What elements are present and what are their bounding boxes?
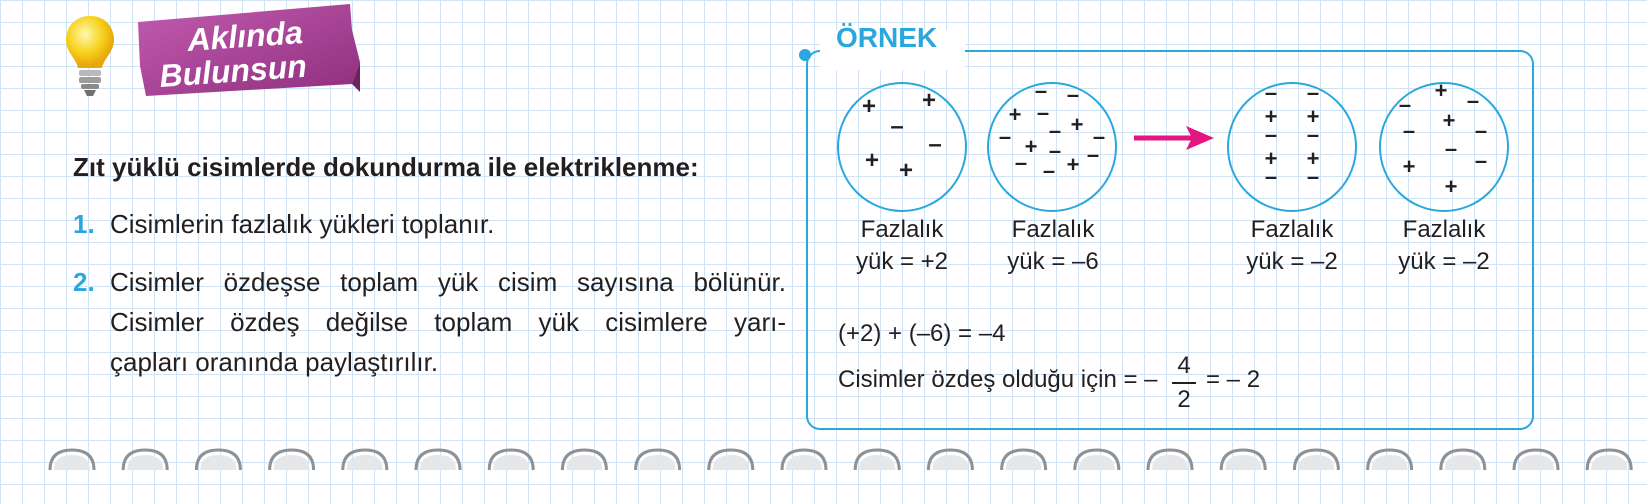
svg-text:–: –: [1398, 92, 1412, 117]
svg-text:–: –: [1048, 138, 1062, 163]
svg-text:–: –: [1264, 122, 1278, 147]
fraction-bar: [1172, 382, 1196, 384]
binding-ring: [1148, 450, 1192, 470]
binding-ring: [562, 450, 606, 470]
example-dot-icon: [799, 49, 811, 61]
svg-text:+: +: [921, 87, 937, 114]
list-text: Cisimler özdeşse toplam yük cisim sayısına bölünür.: [110, 267, 786, 297]
equation-prefix: Cisimler özdeş olduğu için = –: [838, 366, 1158, 393]
svg-text:–: –: [1034, 80, 1048, 103]
svg-text:–: –: [998, 124, 1012, 149]
svg-text:+: +: [898, 157, 914, 184]
svg-text:–: –: [1474, 118, 1488, 143]
sphere-3-charges: [1225, 80, 1359, 214]
svg-text:–: –: [1306, 164, 1320, 189]
svg-text:+: +: [1442, 108, 1456, 133]
svg-text:+: +: [1306, 104, 1320, 129]
svg-text:+: +: [864, 147, 880, 174]
label-line-2: yük = –2: [1398, 248, 1490, 275]
svg-text:+: +: [1024, 134, 1038, 159]
svg-text:–: –: [1092, 124, 1106, 149]
svg-text:–: –: [890, 113, 904, 140]
svg-text:–: –: [1264, 80, 1278, 105]
sphere-3-label: [1222, 214, 1362, 278]
equation-suffix: = – 2: [1206, 366, 1261, 393]
svg-text:–: –: [1036, 100, 1050, 125]
list-text: Cisimler özdeş değilse toplam yük cisimlere yarı-: [110, 307, 786, 337]
svg-text:–: –: [1306, 122, 1320, 147]
svg-text:–: –: [1474, 148, 1488, 173]
transfer-arrow-icon: [1134, 126, 1214, 150]
notebook-binding-rings: [0, 440, 1647, 504]
label-line-1: Fazlalık: [1011, 216, 1095, 243]
banner-line-2: Bulunsun: [158, 47, 308, 94]
svg-text:–: –: [1048, 118, 1062, 143]
svg-text:+: +: [1306, 146, 1320, 171]
fraction-denominator: 2: [1177, 386, 1191, 413]
svg-text:+: +: [1066, 152, 1080, 177]
binding-ring: [782, 450, 826, 470]
reminder-banner: [60, 0, 380, 110]
svg-text:+: +: [1444, 174, 1458, 199]
fraction: [1172, 352, 1196, 414]
binding-ring: [1514, 450, 1558, 470]
svg-text:+: +: [1402, 154, 1416, 179]
binding-ring: [1002, 450, 1046, 470]
svg-text:+: +: [1264, 146, 1278, 171]
label-line-2: yük = +2: [855, 248, 949, 275]
sphere-1: [835, 80, 969, 214]
binding-ring: [50, 450, 94, 470]
sphere-2: [985, 80, 1119, 214]
binding-ring: [855, 450, 899, 470]
sphere-2-charges: [985, 80, 1119, 214]
sphere-2-label: [983, 214, 1123, 278]
svg-text:+: +: [1264, 104, 1278, 129]
svg-text:–: –: [1086, 142, 1100, 167]
label-line-1: Fazlalık: [860, 216, 944, 243]
sphere-4: [1377, 80, 1511, 214]
svg-text:+: +: [861, 93, 877, 120]
svg-text:–: –: [1444, 136, 1458, 161]
svg-text:–: –: [1306, 80, 1320, 105]
binding-ring: [1587, 450, 1631, 470]
binding-ring: [1294, 450, 1338, 470]
binding-ring: [196, 450, 240, 470]
section-heading: Zıt yüklü cisimlerde dokundurma ile elektriklenme:: [73, 152, 699, 182]
svg-text:+: +: [1434, 80, 1448, 103]
list-text: Cisimlerin fazlalık yükleri toplanır.: [110, 209, 495, 239]
label-line-2: yük = –2: [1246, 248, 1338, 275]
binding-ring: [709, 450, 753, 470]
example-title: ÖRNEK: [836, 22, 938, 53]
label-line-2: yük = –6: [1007, 248, 1099, 275]
sphere-1-charges: [835, 80, 969, 214]
svg-text:–: –: [1466, 88, 1480, 113]
binding-ring: [636, 450, 680, 470]
svg-text:+: +: [1070, 112, 1084, 137]
list-number: 1.: [73, 209, 95, 239]
sphere-3: [1225, 80, 1359, 214]
list-text: çapları oranında paylaştırılır.: [110, 347, 439, 377]
sphere-4-charges: [1377, 80, 1511, 214]
sphere-1-label: [832, 214, 972, 278]
sphere-4-label: [1374, 214, 1514, 278]
svg-text:–: –: [1042, 158, 1056, 183]
binding-ring: [343, 450, 387, 470]
binding-ring: [928, 450, 972, 470]
svg-text:+: +: [1008, 102, 1022, 127]
binding-ring: [489, 450, 533, 470]
binding-ring: [270, 450, 314, 470]
binding-ring: [123, 450, 167, 470]
binding-ring: [1368, 450, 1412, 470]
label-line-1: Fazlalık: [1402, 216, 1486, 243]
svg-text:–: –: [928, 131, 942, 158]
svg-text:–: –: [1264, 164, 1278, 189]
fraction-numerator: 4: [1177, 352, 1191, 379]
svg-text:–: –: [1066, 82, 1080, 107]
label-line-1: Fazlalık: [1250, 216, 1334, 243]
binding-ring: [1075, 450, 1119, 470]
list-number: 2.: [73, 267, 95, 297]
svg-text:–: –: [1402, 118, 1416, 143]
binding-ring: [416, 450, 460, 470]
svg-text:–: –: [1014, 150, 1028, 175]
sum-equation: (+2) + (–6) = –4: [838, 320, 1006, 347]
banner-line-1: Aklında: [186, 14, 304, 59]
binding-ring: [1221, 450, 1265, 470]
binding-ring: [1441, 450, 1485, 470]
